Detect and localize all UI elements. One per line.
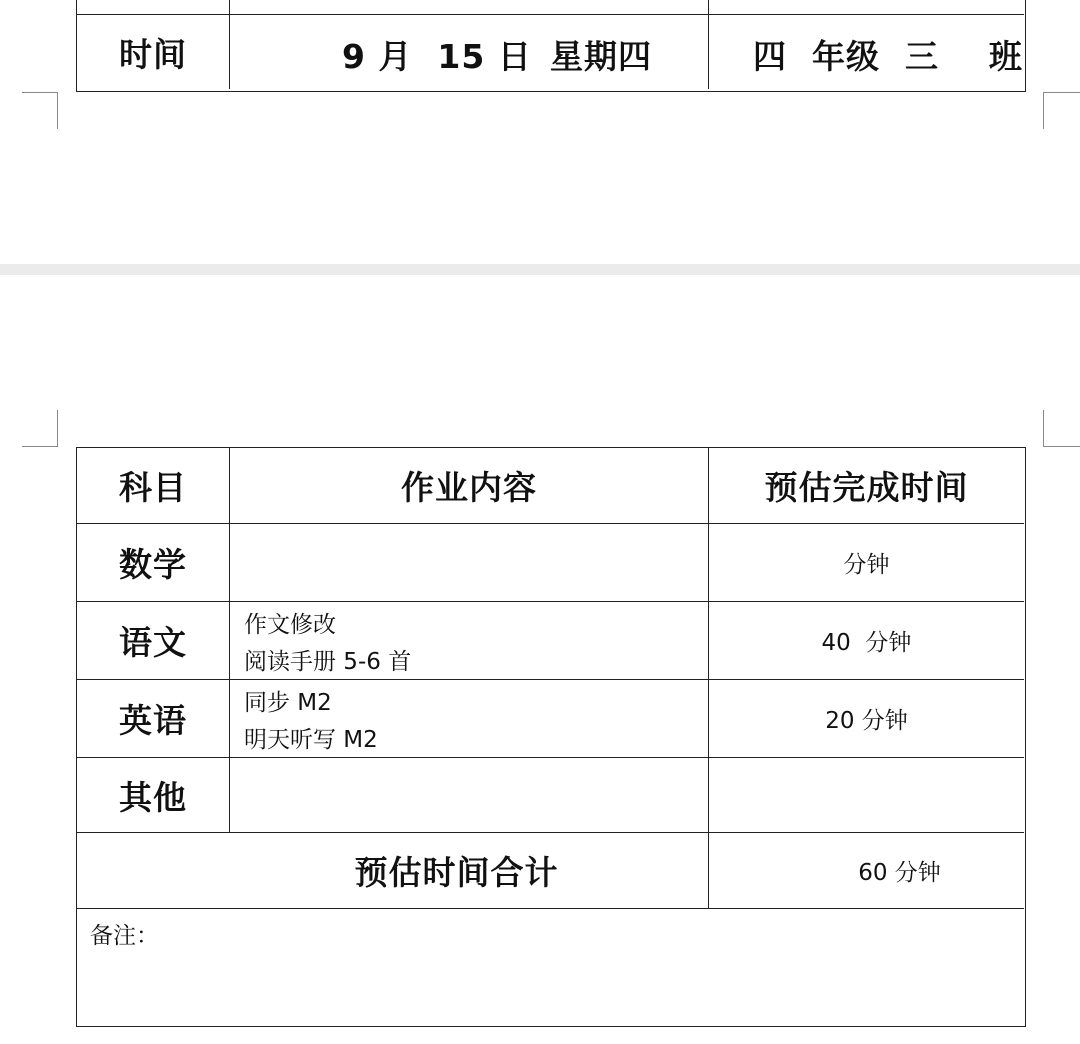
homework-table (76, 447, 1026, 1027)
english-time: 20 分钟 (825, 708, 908, 734)
total-value-cell (709, 833, 1024, 909)
table-row-time (709, 758, 1024, 833)
subject-chinese: 语文 (119, 623, 187, 662)
date-cell (230, 15, 709, 89)
table-row-content (230, 602, 709, 680)
class-text: 四 年级 三 班 (753, 37, 1023, 76)
date-text: 9 月 15 日 (342, 37, 532, 76)
date-table (76, 0, 1026, 92)
notes-cell (77, 909, 1024, 1025)
margin-mark-top-right (1043, 92, 1080, 129)
header-time-cell (709, 448, 1024, 524)
table-row-content (230, 680, 709, 758)
table-row-time (709, 524, 1024, 602)
table-row-subject (77, 602, 230, 680)
margin-mark-top-left (22, 92, 58, 129)
table-row-time (709, 680, 1024, 758)
notes-label: 备注： (90, 923, 159, 949)
table-row-subject (77, 680, 230, 758)
chinese-content-line2: 阅读手册 5-6 首 (244, 648, 412, 675)
table-row-subject (77, 758, 230, 833)
time-label: 时间 (119, 34, 187, 74)
header-subject-cell (77, 448, 230, 524)
time-label-cell (77, 15, 230, 89)
class-cell (709, 15, 1024, 89)
header-content-cell (230, 448, 709, 524)
table-row-content (230, 758, 709, 833)
chinese-time: 40 分钟 (821, 630, 912, 656)
subject-other: 其他 (119, 777, 187, 817)
previous-row-fragment (77, 0, 1024, 15)
math-time: 分钟 (843, 552, 890, 578)
total-label-cell (77, 833, 709, 909)
total-label: 预估时间合计 (354, 853, 559, 892)
header-time: 预估完成时间 (764, 468, 969, 507)
table-row-content (230, 524, 709, 602)
margin-mark-bottom-right (1043, 410, 1080, 447)
english-content-line1: 同步 M2 (244, 689, 332, 716)
header-content: 作业内容 (401, 468, 537, 507)
chinese-content-line1: 作文修改 (244, 611, 336, 638)
subject-math: 数学 (119, 545, 187, 584)
weekday-text: 星期四 (550, 37, 652, 76)
total-value: 60 分钟 (858, 860, 941, 886)
page-separator (0, 264, 1080, 275)
table-row-time (709, 602, 1024, 680)
margin-mark-bottom-left (22, 410, 58, 447)
subject-english: 英语 (119, 701, 187, 740)
table-row-subject (77, 524, 230, 602)
header-subject: 科目 (119, 468, 187, 507)
english-content-line2: 明天听写 M2 (244, 726, 378, 753)
